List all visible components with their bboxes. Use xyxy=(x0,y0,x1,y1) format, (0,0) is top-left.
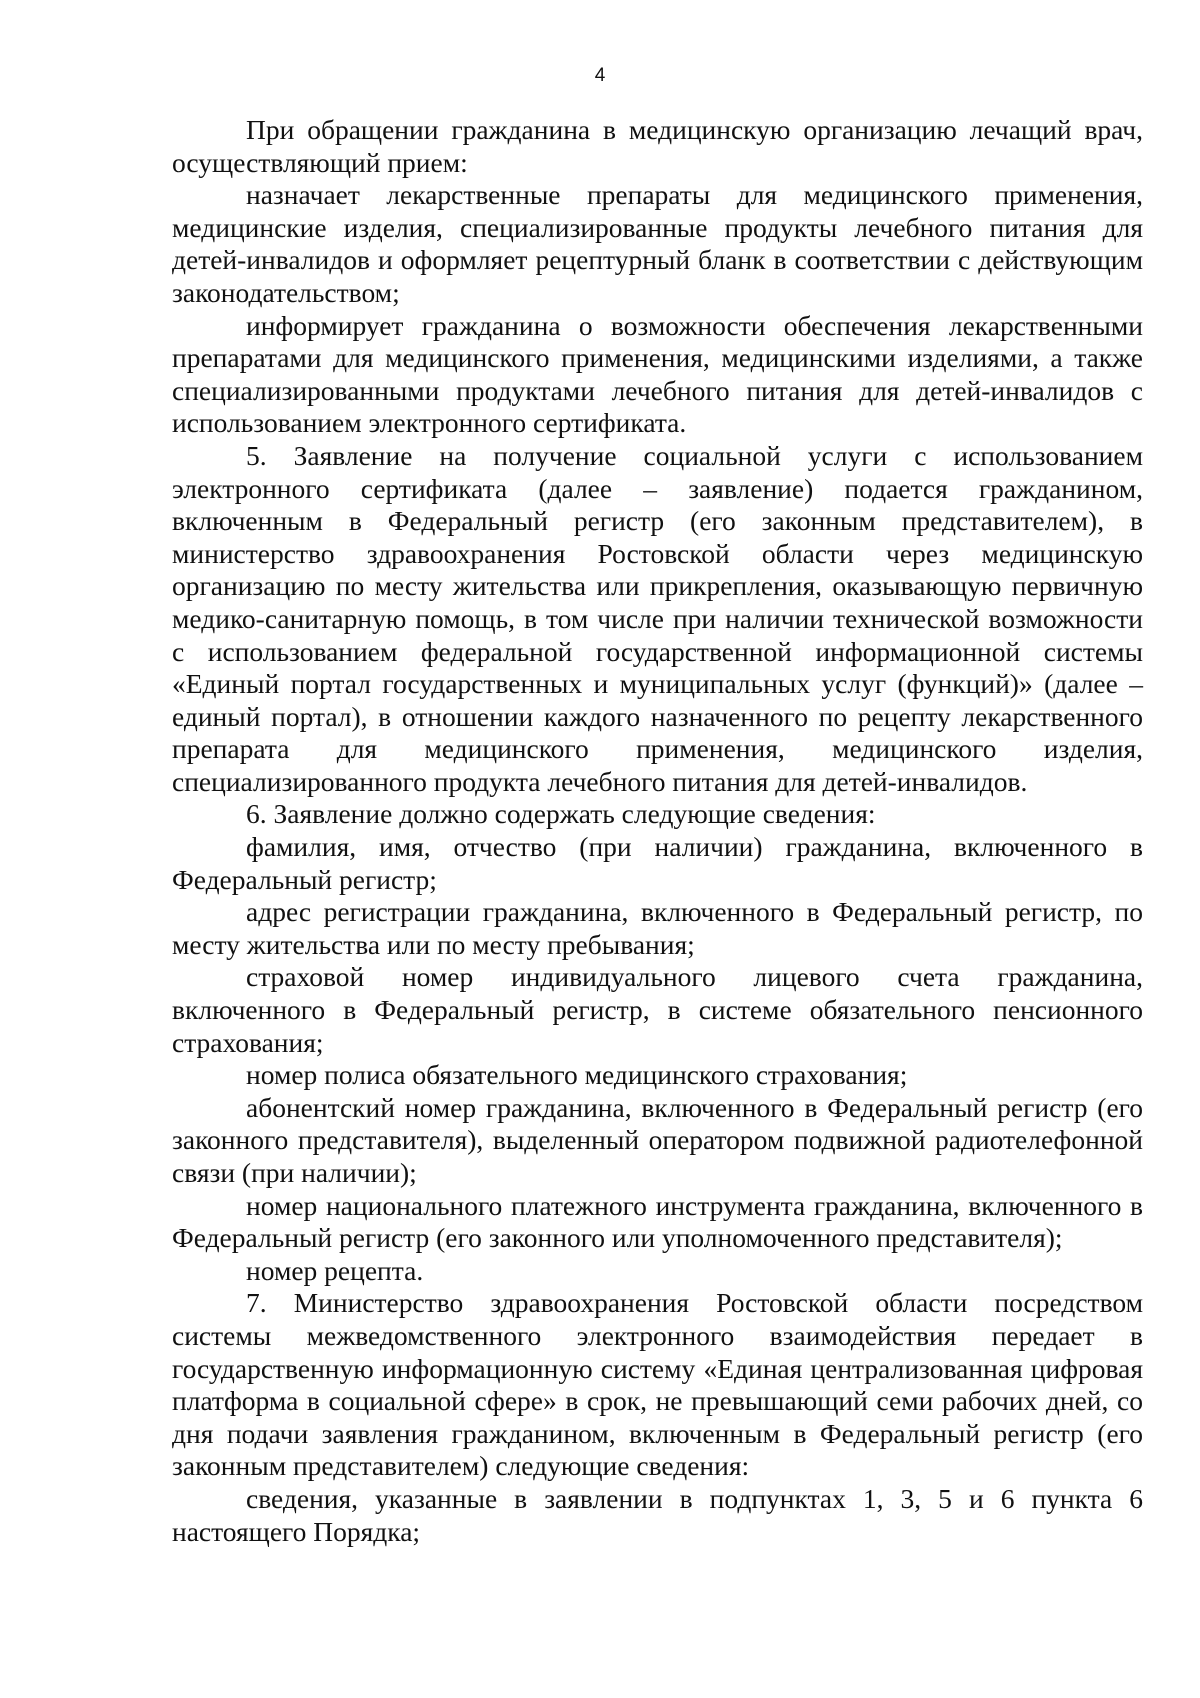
document-body xyxy=(172,114,1143,1548)
paragraph: 6. Заявление должно содержать следующие сведения: xyxy=(246,798,876,830)
paragraph: информирует гражданина о возможности обеспечения лекарственными препаратами для медицинского применения, медицинскими изделиями, а также специализированными продуктами лечебного питания для детей-инвалидов с использованием электронного сертификата. xyxy=(172,309,1143,439)
paragraph: адрес регистрации гражданина, включенного в Федеральный регистр, по месту жительства или по месту пребывания; xyxy=(172,896,1143,960)
paragraph: абонентский номер гражданина, включенного в Федеральный регистр (его законного представителя), выделенный оператором подвижной радиотелефонной связи (при наличии); xyxy=(172,1091,1143,1188)
paragraph: номер национального платежного инструмента гражданина, включенного в Федеральный регистр (его законного или уполномоченного представителя); xyxy=(172,1189,1143,1254)
paragraph: номер рецепта. xyxy=(246,1254,424,1286)
paragraph: При обращении гражданина в медицинскую организацию лечащий врач, осуществляющий прием: xyxy=(172,114,1143,178)
paragraph: номер полиса обязательного медицинского страхования; xyxy=(246,1059,908,1091)
paragraph: сведения, указанные в заявлении в подпунктах 1, 3, 5 и 6 пункта 6 настоящего Порядка; xyxy=(172,1482,1143,1547)
paragraph: 7. Министерство здравоохранения Ростовской области посредством системы межведомственного электронного взаимодействия передает в государственную информационную систему «Единая централизованная цифровая платформа в социальной сфере» в срок, не превышающий семи рабочих дней, со дня подачи заявления гражданином, включенным в Федеральный регистр (его законным представителем) следующие сведения: xyxy=(172,1287,1143,1482)
paragraph: фамилия, имя, отчество (при наличии) гражданина, включенного в Федеральный регистр; xyxy=(172,831,1143,895)
paragraph: страховой номер индивидуального лицевого счета гражданина, включенного в Федеральный регистр, в системе обязательного пенсионного страхования; xyxy=(172,961,1143,1058)
paragraph: 5. Заявление на получение социальной услуги с использованием электронного сертификата (далее – заявление) подается гражданином, включенным в Федеральный регистр (его законным представителем), в министерство здравоохранения Ростовской области через медицинскую организацию по месту жительства или прикрепления, оказывающую первичную медико-санитарную помощь, в том числе при наличии технической возможности с использованием федеральной государственной информационной системы «Единый портал государственных и муниципальных услуг (функций)» (далее – единый портал), в отношении каждого назначенного по рецепту лекарственного препарата для медицинского применения, медицинского изделия, специализированного продукта лечебного питания для детей-инвалидов. xyxy=(172,439,1143,797)
page-number: 4 xyxy=(594,65,606,86)
paragraph: назначает лекарственные препараты для медицинского применения, медицинские изделия, специализированные продукты лечебного питания для детей-инвалидов и оформляет рецептурный бланк в соответствии с действующим законодательством; xyxy=(172,179,1143,308)
